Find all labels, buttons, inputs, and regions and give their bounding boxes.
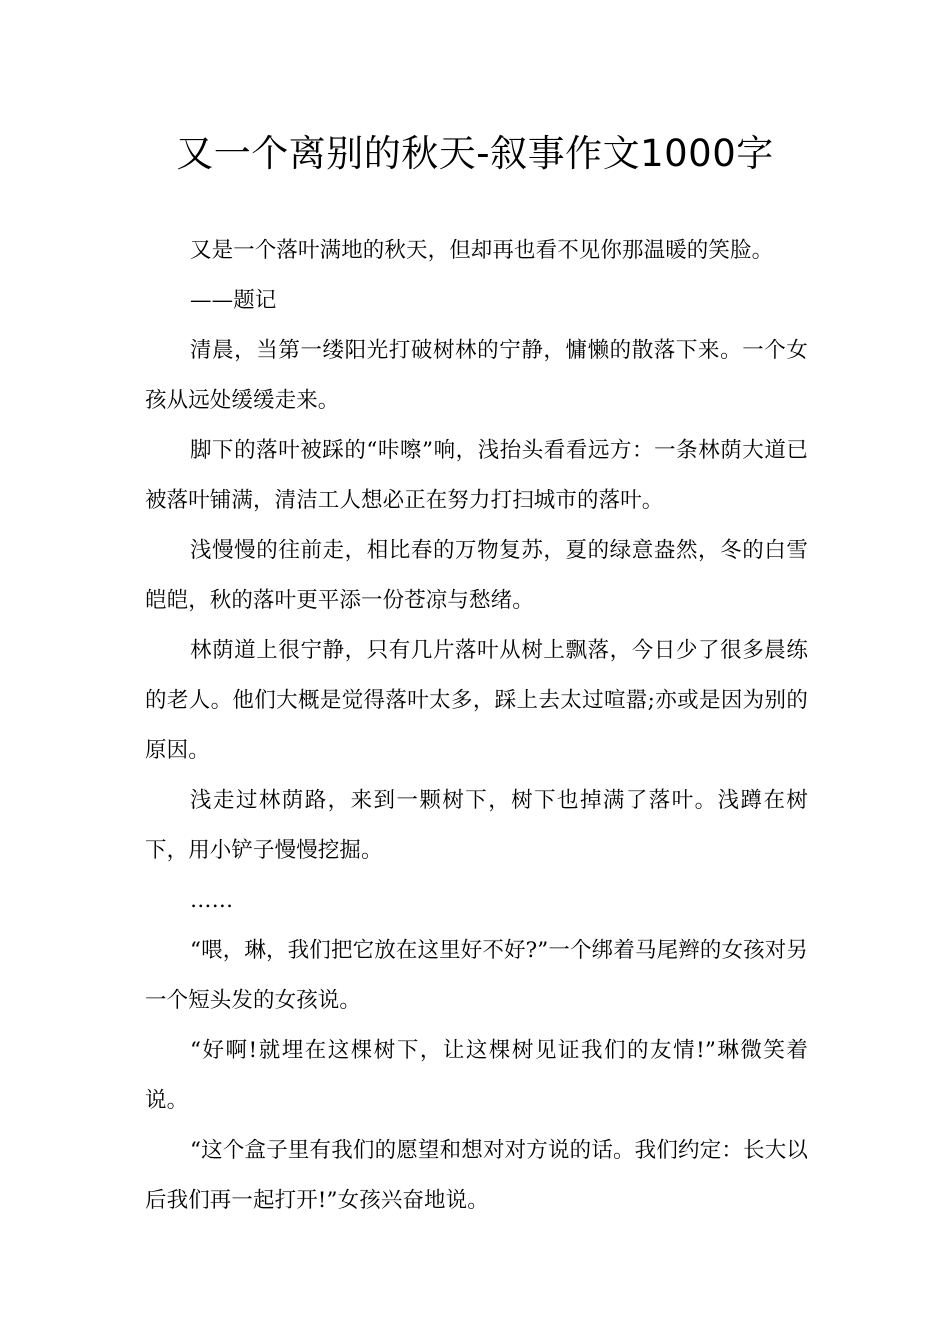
document-body [145, 226, 808, 1226]
paragraph: “这个盒子里有我们的愿望和想对对方说的话。我们约定：长大以后我们再一起打开!”女孩兴奋地说。 [145, 1138, 808, 1213]
paragraph: 浅走过林荫路，来到一颗树下，树下也掉满了落叶。浅蹲在树下，用小铲子慢慢挖掘。 [145, 788, 808, 863]
document-title: 又一个离别的秋天-叙事作文1000字 [176, 132, 774, 175]
ellipsis-paragraph: …… [190, 888, 234, 913]
paragraph: ——题记 [190, 288, 277, 313]
paragraph: 浅慢慢的往前走，相比春的万物复苏，夏的绿意盎然，冬的白雪皑皑，秋的落叶更平添一份苍凉与愁绪。 [145, 538, 808, 613]
paragraph: 清晨，当第一缕阳光打破树林的宁静，慵懒的散落下来。一个女孩从远处缓缓走来。 [145, 338, 808, 413]
paragraph: 林荫道上很宁静，只有几片落叶从树上飘落，今日少了很多晨练的老人。他们大概是觉得落叶太多，踩上去太过喧嚣;亦或是因为别的原因。 [145, 638, 808, 763]
paragraph: 又是一个落叶满地的秋天，但却再也看不见你那温暖的笑脸。 [190, 238, 774, 263]
paragraph: “好啊!就埋在这棵树下，让这棵树见证我们的友情!”琳微笑着说。 [145, 1038, 808, 1113]
paragraph: “喂，琳，我们把它放在这里好不好?”一个绑着马尾辫的女孩对另一个短头发的女孩说。 [145, 938, 808, 1013]
paragraph: 脚下的落叶被踩的“咔嚓”响，浅抬头看看远方：一条林荫大道已被落叶铺满，清洁工人想必正在努力打扫城市的落叶。 [145, 438, 808, 513]
